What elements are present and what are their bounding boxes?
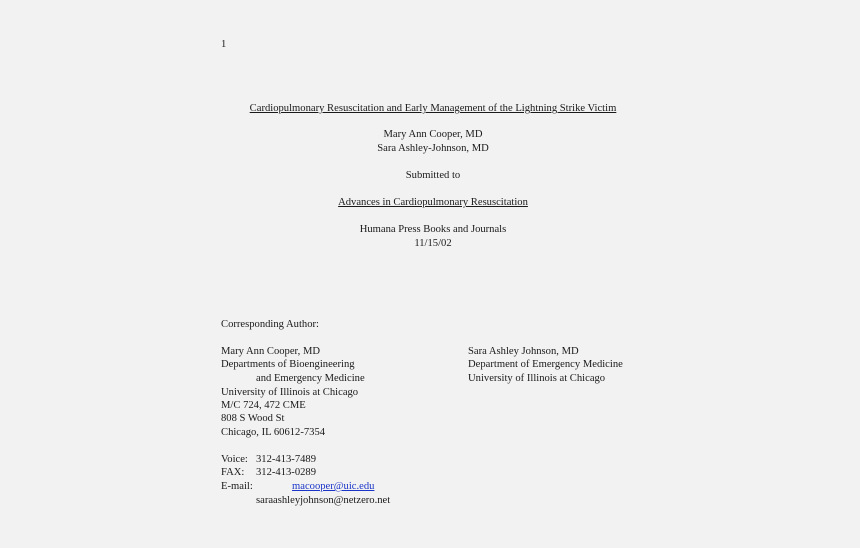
author-name-2: Sara Ashley-Johnson, MD	[377, 143, 489, 154]
author1-department: Departments of Bioengineering	[221, 359, 355, 370]
author1-university: University of Illinois at Chicago	[221, 387, 359, 398]
document-title: Cardiopulmonary Resuscitation and Early Management of the Lightning Strike Victim	[249, 103, 617, 114]
author-name-1: Mary Ann Cooper, MD	[383, 129, 483, 140]
author2-department: Department of Emergency Medicine	[468, 359, 623, 370]
page-number: 1	[221, 39, 227, 50]
author2-name: Sara Ashley Johnson, MD	[468, 346, 579, 357]
fax-number: 312-413-0289	[256, 467, 317, 478]
author2-university: University of Illinois at Chicago	[468, 373, 606, 384]
corresponding-author-label: Corresponding Author:	[221, 319, 319, 330]
voice-label: Voice:	[221, 454, 248, 465]
email-secondary: saraashleyjohnson@netzero.net	[256, 495, 391, 506]
publisher: Humana Press Books and Journals	[359, 224, 507, 235]
submitted-to-label: Submitted to	[405, 170, 461, 181]
publication-title: Advances in Cardiopulmonary Resuscitation	[338, 197, 528, 208]
submission-date: 11/15/02	[414, 238, 452, 249]
author1-street: 808 S Wood St	[221, 413, 285, 424]
fax-label: FAX:	[221, 467, 245, 478]
author1-mail-code: M/C 724, 472 CME	[221, 400, 306, 411]
email-label: E-mail:	[221, 481, 253, 492]
email-link-primary[interactable]: macooper@uic.edu	[292, 481, 375, 492]
author1-city: Chicago, IL 60612-7354	[221, 427, 326, 438]
voice-number: 312-413-7489	[256, 454, 317, 465]
author1-name: Mary Ann Cooper, MD	[221, 346, 321, 357]
author1-department-cont: and Emergency Medicine	[256, 373, 365, 384]
